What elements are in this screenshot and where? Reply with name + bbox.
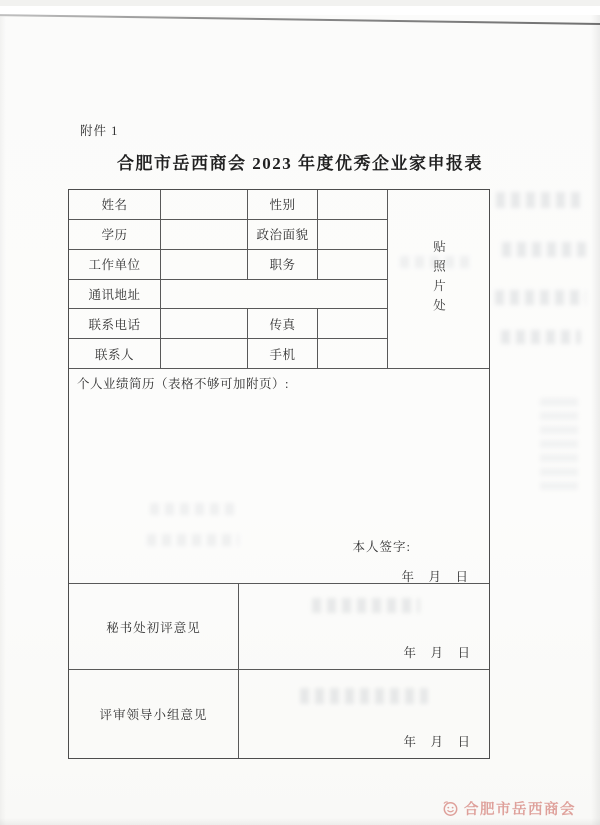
secretariat-date-stamp: 年 月 日 [403, 646, 471, 660]
mailing-address-value-cell [161, 280, 388, 310]
fax-value-cell [318, 309, 388, 339]
secretariat-opinion-label: 秘书处初评意见 [69, 584, 239, 669]
achievements-label: 个人业绩简历（表格不够可加附页）: [77, 377, 289, 391]
brand-watermark [442, 798, 576, 819]
review-group-opinion-row [69, 670, 489, 758]
photo-area-label: 贴照片处 [431, 240, 446, 318]
work-unit-value-cell [161, 250, 248, 280]
achievements-section [69, 369, 489, 584]
gender-value-cell [318, 190, 388, 220]
personal-info-section [69, 190, 489, 369]
phone-value-cell [161, 309, 248, 339]
education-value-cell [161, 220, 248, 250]
bleed-through-artifact [495, 290, 586, 305]
bleed-through-artifact [501, 330, 581, 344]
position-value-cell [318, 250, 388, 280]
field-label-work-unit: 工作单位 [69, 250, 161, 280]
scanned-page [0, 6, 600, 825]
page-title: 合肥市岳西商会 2023 年度优秀企业家申报表 [117, 154, 483, 173]
secretariat-opinion-body [239, 584, 489, 669]
signature-date-stamp: 年 月 日 [401, 570, 469, 584]
field-label-phone: 联系电话 [69, 309, 161, 339]
review-group-date-stamp: 年 月 日 [403, 735, 471, 749]
field-label-name: 姓名 [69, 190, 161, 220]
scan-shadow-right [591, 6, 600, 825]
political-status-value-cell [318, 220, 388, 250]
application-form-table [68, 189, 490, 759]
review-group-opinion-body [239, 670, 489, 758]
photo-placeholder-cell [388, 190, 489, 369]
bleed-through-artifact [502, 242, 586, 257]
chamber-logo-icon [442, 800, 459, 817]
signature-label: 本人签字: [352, 540, 411, 554]
mobile-value-cell [318, 339, 388, 369]
contact-person-value-cell [161, 339, 248, 369]
field-label-political-status: 政治面貌 [248, 220, 318, 250]
bleed-through-artifact [496, 192, 586, 208]
scan-shadow-left [0, 6, 6, 825]
review-group-opinion-label: 评审领导小组意见 [69, 670, 239, 758]
field-label-gender: 性别 [248, 190, 318, 220]
scanner-background [0, 6, 600, 15]
field-label-mobile: 手机 [248, 339, 318, 369]
brand-name: 合肥市岳西商会 [464, 802, 576, 818]
scan-shadow-bottom [0, 818, 600, 825]
field-label-education: 学历 [69, 220, 161, 250]
name-value-cell [161, 190, 248, 220]
field-label-position: 职务 [248, 250, 318, 280]
field-label-mailing-address: 通讯地址 [69, 280, 161, 310]
field-label-fax: 传真 [248, 309, 318, 339]
attachment-label: 附件 1 [80, 124, 119, 138]
paper-edge-line [0, 14, 600, 25]
bleed-through-artifact [540, 398, 578, 490]
field-label-contact-person: 联系人 [69, 339, 161, 369]
secretariat-opinion-row [69, 584, 489, 670]
